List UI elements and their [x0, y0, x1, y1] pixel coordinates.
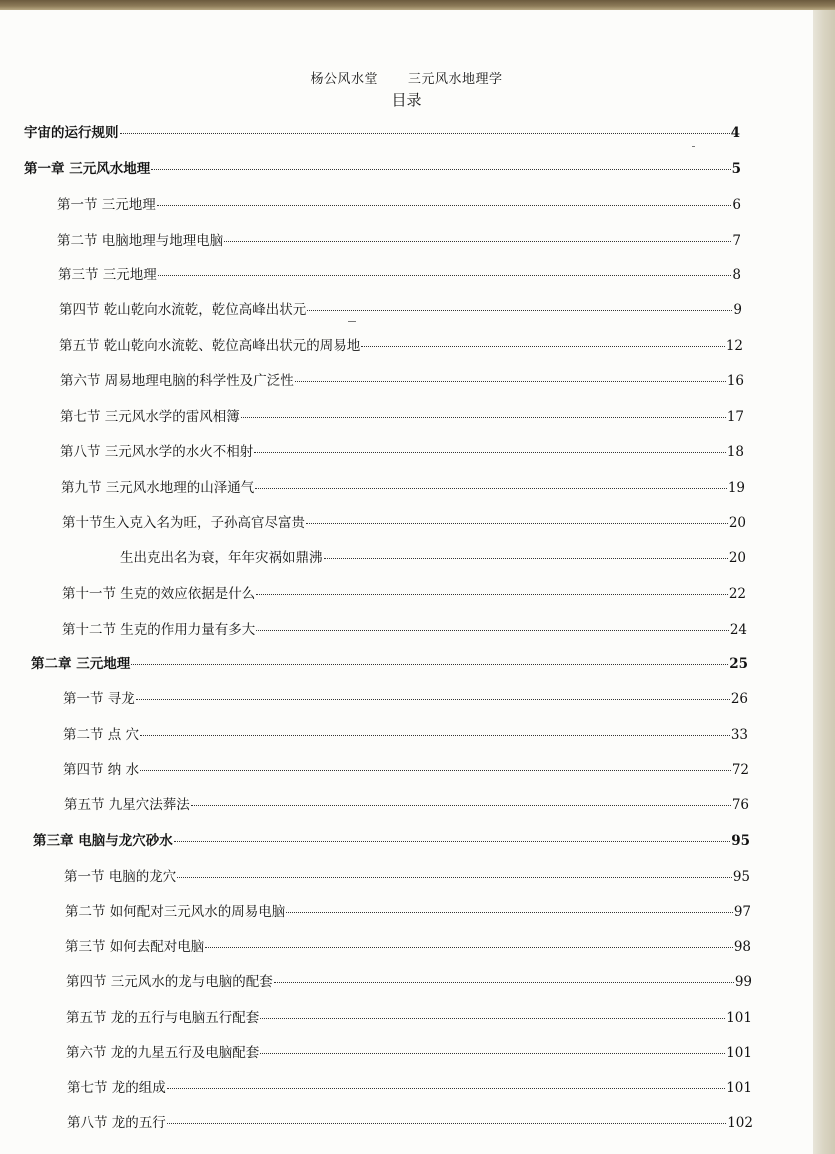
dot-leader [307, 310, 732, 311]
dot-leader [260, 1018, 725, 1019]
toc-entry [60, 372, 744, 390]
toc-entry-label: 第八节 龙的五行 [67, 1115, 166, 1131]
toc-entry [63, 761, 749, 779]
toc-entry-page: 76 [731, 797, 749, 813]
toc-entry [59, 301, 742, 319]
toc-entry [62, 514, 746, 532]
publisher-name: 杨公风水堂 [310, 72, 378, 87]
dot-leader [140, 735, 730, 736]
toc-entry-label: 第二节 点 穴 [63, 727, 140, 743]
dot-leader [324, 558, 728, 559]
dot-leader [191, 805, 731, 806]
toc-entry [120, 549, 746, 567]
toc-entry-label: 第十二节 生克的作用力量有多大 [62, 622, 256, 638]
dot-leader [120, 133, 730, 134]
dot-leader [286, 912, 733, 913]
toc-entry-label: 宇宙的运行规则 [24, 125, 119, 141]
toc-entry-page: 20 [728, 550, 746, 566]
toc-entry-page: 26 [730, 691, 748, 707]
toc-entry [58, 266, 741, 284]
toc-entry-page: 101 [726, 1010, 752, 1026]
toc-entry [63, 726, 748, 744]
dot-leader [158, 275, 732, 276]
toc-entry-label: 第一章 三元风水地理 [24, 161, 151, 177]
dot-leader [254, 452, 726, 453]
toc-entry-label: 第三节 如何去配对电脑 [65, 939, 205, 955]
toc-entry-label: 生出克出名为衰，年年灾祸如鼎沸 [120, 550, 323, 566]
toc-entry-page: 20 [728, 515, 746, 531]
toc-entry-page: 72 [731, 762, 749, 778]
toc-entry-label: 第四节 纳 水 [63, 762, 140, 778]
toc-entry-page: 7 [732, 233, 741, 249]
dot-leader [256, 630, 729, 631]
scan-top-border [0, 0, 835, 10]
toc-entry-page: 16 [726, 373, 744, 389]
toc-entry [65, 903, 751, 921]
toc-entry-page: 17 [726, 409, 744, 425]
dot-leader [157, 205, 732, 206]
toc-entry [67, 1114, 753, 1132]
dot-leader [274, 982, 734, 983]
toc-entry-page: 101 [726, 1080, 752, 1096]
toc-entry [63, 690, 748, 708]
toc-entry-page: 4 [730, 125, 740, 141]
toc-entry-label: 第七节 龙的组成 [67, 1080, 166, 1096]
toc-entry [60, 408, 744, 426]
toc-entry-label: 第十节生入克入名为旺，子孙高官尽富贵 [62, 515, 305, 531]
toc-entry-label: 第五节 九星穴法葬法 [64, 797, 190, 813]
toc-entry [62, 585, 746, 603]
toc-entry-page: 19 [727, 480, 745, 496]
toc-entry-page: 5 [731, 161, 741, 177]
toc-entry [64, 868, 750, 886]
toc-entry-page: 18 [726, 444, 744, 460]
dot-leader [241, 417, 726, 418]
dot-leader [174, 841, 731, 842]
dot-leader [140, 770, 731, 771]
toc-entry [57, 232, 741, 250]
dot-leader [136, 699, 730, 700]
toc-entry-page: 95 [732, 869, 750, 885]
toc-entry [66, 973, 752, 991]
toc-entry-label: 第六节 周易地理电脑的科学性及广泛性 [60, 373, 294, 389]
toc-entry [31, 655, 748, 673]
toc-entry [62, 621, 747, 639]
toc-entry-page: 33 [730, 727, 748, 743]
running-header [0, 68, 813, 87]
toc-entry-page: 102 [727, 1115, 753, 1131]
toc-entry [64, 796, 749, 814]
toc-entry-page: 12 [725, 338, 743, 354]
toc-entry-label: 第九节 三元风水地理的山泽通气 [61, 480, 255, 496]
toc-entry [24, 124, 740, 142]
dot-leader [306, 523, 728, 524]
dot-leader [131, 664, 728, 665]
toc-entry-label: 第一节 寻龙 [63, 691, 135, 707]
toc-entry-page: 97 [733, 904, 751, 920]
scan-speck [348, 321, 356, 322]
toc-entry-page: 101 [726, 1045, 752, 1061]
toc-title: 目录 [391, 91, 422, 109]
dot-leader [256, 594, 728, 595]
toc-entry-label: 第二章 三元地理 [31, 656, 131, 672]
dot-leader [167, 1123, 726, 1124]
toc-entry-label: 第二节 电脑地理与地理电脑 [57, 233, 224, 249]
toc-entry-label: 第五节 龙的五行与电脑五行配套 [66, 1010, 260, 1026]
dot-leader [361, 346, 725, 347]
dot-leader [224, 241, 731, 242]
book-title: 三元风水地理学 [408, 72, 503, 87]
toc-entry-label: 第三节 三元地理 [58, 267, 157, 283]
toc-entry-label: 第四节 三元风水的龙与电脑的配套 [66, 974, 273, 990]
toc-entry-page: 8 [732, 267, 741, 283]
dot-leader [151, 169, 730, 170]
toc-entry-page: 98 [733, 939, 751, 955]
dot-leader [295, 381, 726, 382]
toc-entry [66, 1009, 752, 1027]
toc-entry [65, 938, 751, 956]
toc-entry [67, 1079, 752, 1097]
toc-entry-label: 第五节 乾山乾向水流乾、乾位高峰出状元的周易地 [59, 338, 361, 354]
toc-entry [59, 337, 743, 355]
toc-entry-label: 第三章 电脑与龙穴砂水 [33, 833, 173, 849]
dot-leader [167, 1088, 725, 1089]
toc-entry [33, 832, 750, 850]
toc-entry [66, 1044, 752, 1062]
dot-leader [260, 1053, 725, 1054]
scan-right-edge [813, 10, 835, 1154]
scan-speck [692, 146, 695, 147]
toc-entry-page: 6 [732, 197, 741, 213]
toc-entry-label: 第四节 乾山乾向水流乾，乾位高峰出状元 [59, 302, 307, 318]
dot-leader [177, 877, 732, 878]
toc-entry [24, 160, 741, 178]
toc-entry-label: 第六节 龙的九星五行及电脑配套 [66, 1045, 260, 1061]
toc-entry-label: 第十一节 生克的效应依据是什么 [62, 586, 256, 602]
toc-entry-label: 第二节 如何配对三元风水的周易电脑 [65, 904, 286, 920]
dot-leader [205, 947, 733, 948]
toc-entry-label: 第八节 三元风水学的水火不相射 [60, 444, 254, 460]
toc-entry-label: 第七节 三元风水学的雷风相簿 [60, 409, 240, 425]
toc-entry-page: 25 [729, 656, 748, 672]
dot-leader [255, 488, 727, 489]
toc-entry-page: 9 [733, 302, 742, 318]
toc-entry-page: 99 [734, 974, 752, 990]
toc-entry-page: 95 [731, 833, 750, 849]
toc-entry-page: 22 [728, 586, 746, 602]
toc-entry-label: 第一节 电脑的龙穴 [64, 869, 177, 885]
document-page [0, 10, 813, 1154]
toc-entry [61, 479, 745, 497]
toc-entry [57, 196, 741, 214]
toc-entry-page: 24 [729, 622, 747, 638]
toc-entry-label: 第一节 三元地理 [57, 197, 156, 213]
toc-entry [60, 443, 744, 461]
